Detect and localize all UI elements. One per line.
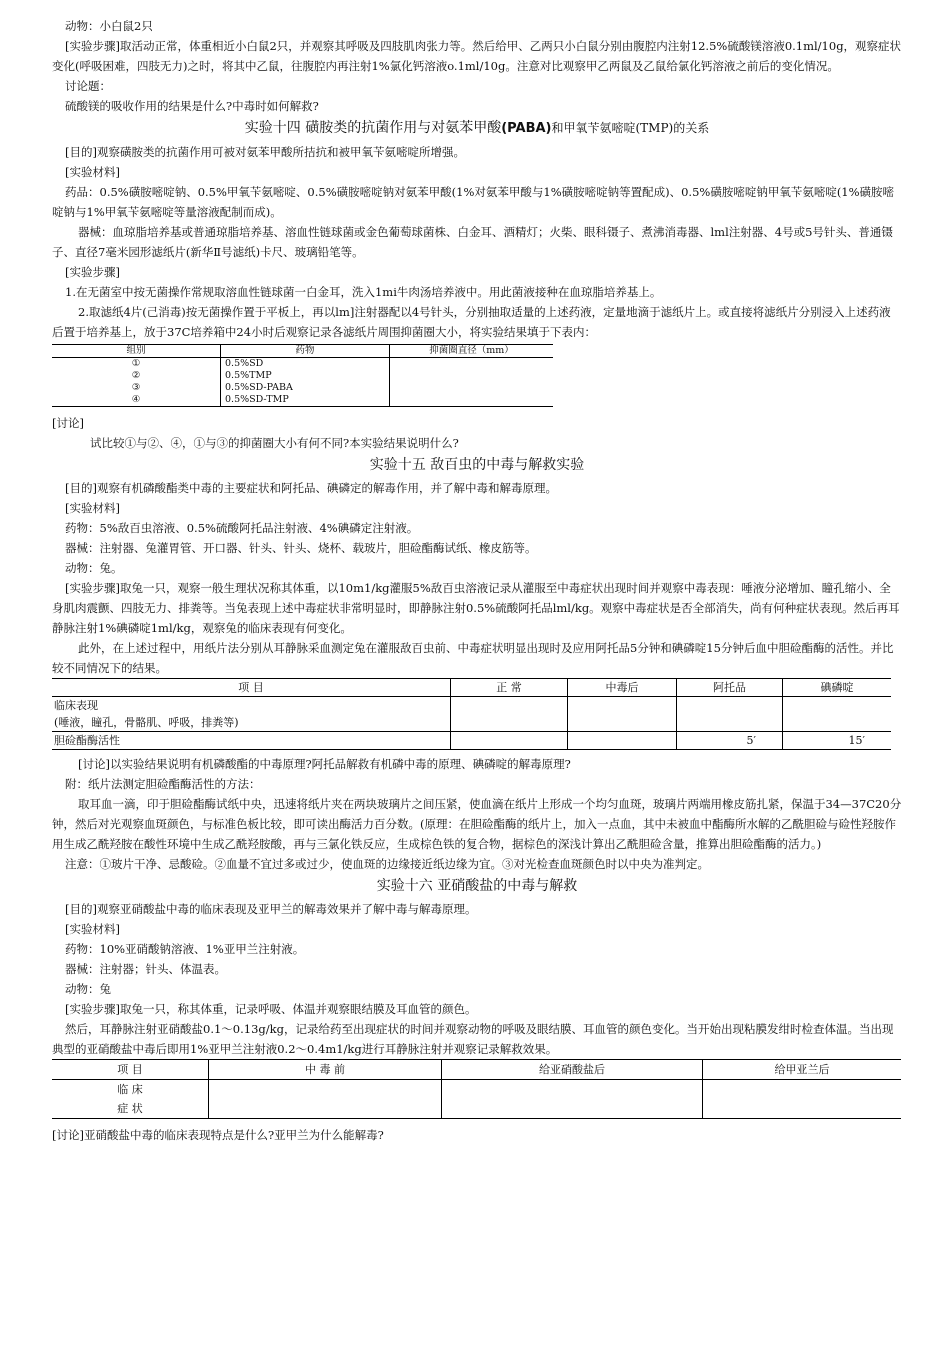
- table-row: [52, 697, 891, 732]
- exp15-discussion: [讨论]以实验结果说明有机磷酸酯的中毒原理?阿托品解救有机磷中毒的原理、碘磷啶的解毒原理?: [78, 757, 571, 771]
- exp14-discussion: 试比较①与②、④，①与③的抑菌圈大小有何不同?本实验结果说明什么?: [90, 436, 459, 450]
- table-row: [52, 732, 891, 750]
- exp14-results-table: [52, 344, 553, 407]
- discussion-label: 讨论题：: [65, 79, 111, 93]
- atropine-time: 5′: [677, 732, 783, 750]
- exp16-equipment: 器械：注射器；针头、体温表。: [65, 962, 226, 976]
- exp14-purpose: [目的]观察磺胺类的抗菌作用可被对氨苯甲酸所拮抗和被甲氧苄氨嘧啶所增强。: [65, 145, 465, 159]
- table-header: 阿托品: [677, 679, 783, 697]
- diameter-cell[interactable]: [390, 382, 554, 394]
- exp16-results-table: [52, 1059, 901, 1119]
- table-header: 正 常: [451, 679, 568, 697]
- table-header: 抑菌圈直径（mm）: [390, 345, 554, 358]
- exp15-method: 取耳血一滴，印于胆硷酯酶试纸中央，迅速将纸片夹在两块玻璃片之间压紧，使血滴在纸片上形成一个均匀血斑，玻璃片两端用橡皮筋扎紧，保温于34—37C20分钟，然后对光观察血斑颜色，与标准色板比较，即可读出酶活力百分数。(原理：在胆硷酯酶的纸片上，加入一点血，其中未被血中酯酶所水解的乙酰胆硷与硷性羟胺作用生成乙酰羟胺在酸性环境中生成乙酰羟胺酸，再与三氯化铁反应，生成棕色铁的复合物，据棕色的深浅计算出乙酰胆硷含量，推算出胆硷酯酶的活力。): [52, 797, 902, 851]
- table-header: 项 目: [52, 679, 451, 697]
- exp14-step2: 2.取滤纸4片(己消毒)按无菌操作置于平板上，再以lm]注射器配以4号针头，分别抽取适量的上述药液，定量地滴于滤纸片上。或直接将滤纸片分别浸入上述药液后置于培养基上，放于37C培养箱中24小时后观察记录各滤纸片周围抑菌圈大小，将实验结果填于下表内：: [52, 305, 891, 339]
- exp15-drugs: 药物：5%敌百虫溶液、0.5%硫酸阿托品注射液、4%碘磷定注射液。: [65, 521, 419, 535]
- exp15-steps: [实验步骤]取兔一只，观察一般生理状况称其体重，以10m1/kg灌服5%敌百虫溶液记录从灌服至中毒症状出现时间并观察中毒表现：唾液分泌增加、瞳孔缩小、全身肌肉震颤、四肢无力、排粪等。当兔表现上述中毒症状非常明显时，即静脉注射0.5%硫酸阿托品lml/kg。观察中毒症状是否全部消失，尚有何种症状表现。然后再耳静脉注射1%碘磷啶1ml/kg，观察兔的临床表现有何变化。: [52, 581, 900, 635]
- table-header: 给亚硝酸盐后: [442, 1060, 703, 1080]
- exp16-steps2: 然后，耳静脉注射亚硝酸盐0.1～0.13g/kg，记录给药至出现症状的时间并观察动物的呼吸及眼结膜、耳血管的颜色变化。当开始出现粘膜发绀时检查体温。当出现典型的亚硝酸盐中毒后即用1%亚甲兰注射液0.2～0.4m1/kg进行耳静脉注射并观察记录解救效果。: [52, 1022, 894, 1056]
- discussion-question: 硫酸镁的吸收作用的结果是什么?中毒时如何解救?: [65, 99, 319, 113]
- document-page: [52, 16, 902, 1145]
- table-header: 中毒后: [568, 679, 677, 697]
- diameter-cell[interactable]: [390, 394, 554, 407]
- exp16-drugs: 药物：10%亚硝酸钠溶液、1%亚甲兰注射液。: [65, 942, 305, 956]
- exp14-materials-label: [实验材料]: [65, 165, 120, 179]
- table-row: ③ 0.5%SD-PABA: [52, 382, 553, 394]
- exp14-drugs: 药品：0.5%磺胺嘧啶钠、0.5%甲氧苄氨嘧啶、0.5%磺胺嘧啶钠对氨苯甲酸(1%对氨苯甲酸与1%磺胺嘧啶钠等置配成)、0.5%磺胺嘧啶钠甲氧苄氨嘧啶(1%磺胺嘧啶钠与1%甲氧苄氨嘧啶等量溶液配制而成)。: [52, 185, 895, 219]
- exp15-extra: 此外，在上述过程中，用纸片法分别从耳静脉采血测定兔在灌服敌百虫前、中毒症状明显出现时及应用阿托品5分钟和碘磷啶15分钟后血中胆硷酯酶的活性。并比较不同情况下的结果。: [52, 641, 894, 675]
- table-header: 碘磷啶: [783, 679, 892, 697]
- exp14-equipment: 器械：血琼脂培养基或普通琼脂培养基、溶血性链球菌或金色葡萄球菌株、白金耳、酒精灯；火柴、眼科镊子、煮沸消毒器、lml注射器、4号或5号针头、普通镊子、直径7毫米园形滤纸片(新华Ⅱ号滤纸)卡尺、玻璃铅笔等。: [52, 225, 893, 259]
- exp16-discussion: [讨论]亚硝酸盐中毒的临床表现特点是什么?亚甲兰为什么能解毒?: [52, 1128, 384, 1142]
- table-row: ④ 0.5%SD-TMP: [52, 394, 553, 407]
- exp16-purpose: [目的]观察亚硝酸盐中毒的临床表现及亚甲兰的解毒效果并了解中毒与解毒原理。: [65, 902, 477, 916]
- table-header: 组别: [52, 345, 221, 358]
- table-row: [52, 1080, 901, 1119]
- diameter-cell[interactable]: [390, 370, 554, 382]
- row-label: 临床表现: [54, 699, 98, 712]
- exp15-appendix: 附：纸片法测定胆硷酯酶活性的方法：: [65, 777, 261, 791]
- exp14-steps-label: [实验步骤]: [65, 265, 120, 279]
- exp15-title: 实验十五 敌百虫的中毒与解救实验: [369, 457, 585, 473]
- exp15-equipment: 器械：注射器、兔灌胃管、开口器、针头、针头、烧杯、载玻片，胆硷酯酶试纸、橡皮筋等。: [65, 541, 537, 555]
- row-sublabel: (唾液，瞳孔，骨骼肌、呼吸，排粪等): [54, 716, 239, 729]
- exp15-purpose: [目的]观察有机磷酸酯类中毒的主要症状和阿托品、碘磷定的解毒作用，并了解中毒和解毒原理。: [65, 481, 557, 495]
- row-label: 症 状: [117, 1102, 143, 1115]
- exp15-animal: 动物：兔。: [65, 561, 123, 575]
- table-header: 中 毒 前: [209, 1060, 442, 1080]
- exp16-animal: 动物：兔: [65, 982, 111, 996]
- table-row: ② 0.5%TMP: [52, 370, 553, 382]
- table-row: ① 0.5%SD: [52, 358, 553, 371]
- row-label: 临 床: [117, 1083, 143, 1096]
- exp14-step1: 1.在无菌室中按无菌操作常规取溶血性链球菌一白金耳，洗入1mi牛肉汤培养液中。用此菌液接种在血琼脂培养基上。: [65, 285, 662, 299]
- exp15-note: 注意：①玻片干净、忌酸硷。②血量不宜过多或过少，使血斑的边缘接近纸边缘为宜。③对光检查血斑颜色时以中央为准判定。: [65, 857, 709, 871]
- exp16-materials-label: [实验材料]: [65, 922, 120, 936]
- steps-paragraph: [实验步骤]取活动正常，体重相近小白鼠2只，并观察其呼吸及四肢肌肉张力等。然后给甲、乙两只小白鼠分别由腹腔内注射12.5%硫酸镁溶液0.1ml/10g，观察症状变化(呼吸困难，四肢无力)之时，将其中乙鼠，往腹腔内再注射1%氯化钙溶液o.1ml/10g。注意对比观察甲乙两鼠及乙鼠给氯化钙溶液之前后的变化情况。: [52, 39, 902, 73]
- exp14-title: 实验十四 磺胺类的抗菌作用与对氨苯甲酸(PABA)和甲氧苄氨嘧啶(TMP)的关系: [244, 120, 710, 136]
- diameter-cell[interactable]: [390, 358, 554, 371]
- exp16-title: 实验十六 亚硝酸盐的中毒与解救: [376, 878, 578, 894]
- table-header: 药物: [221, 345, 390, 358]
- row-label: 胆硷酯酶活性: [52, 732, 451, 750]
- table-header: 给甲亚兰后: [703, 1060, 902, 1080]
- exp15-materials-label: [实验材料]: [65, 501, 120, 515]
- exp14-discussion-label: [讨论]: [52, 416, 84, 430]
- table-header: 项 目: [52, 1060, 209, 1080]
- exp15-results-table: [52, 678, 891, 750]
- exp16-steps: [实验步骤]取兔一只，称其体重，记录呼吸、体温并观察眼结膜及耳血管的颜色。: [65, 1002, 477, 1016]
- pam-time: 15′: [783, 732, 892, 750]
- animal-line: 动物：小白鼠2只: [65, 19, 153, 33]
